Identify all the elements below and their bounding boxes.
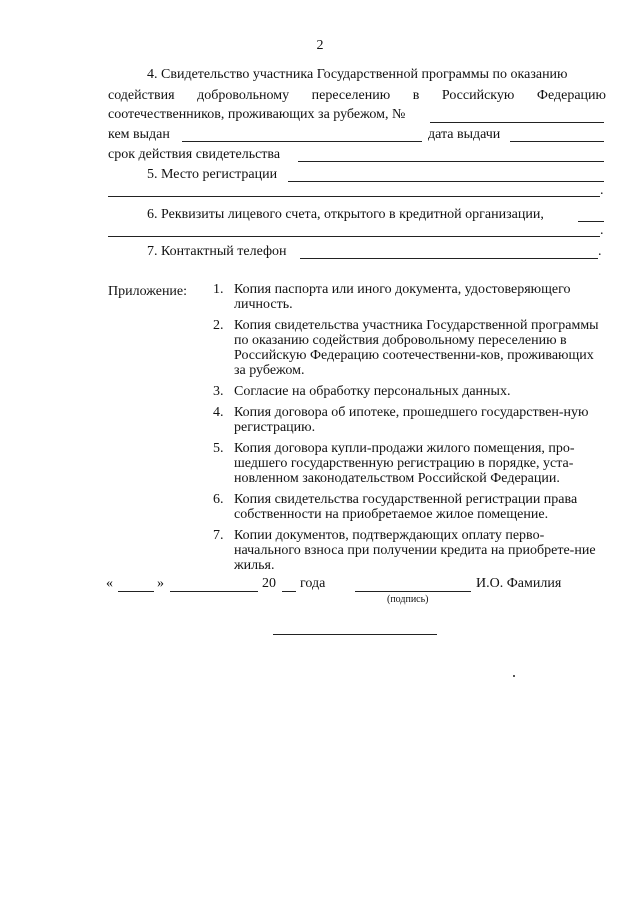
appendix-item: 1. Копия паспорта или иного документа, удостоверяющего личность. bbox=[213, 282, 571, 312]
item7-end-dot: . bbox=[598, 244, 602, 259]
issued-by-label: кем выдан bbox=[108, 127, 170, 142]
validity-label: срок действия свидетельства bbox=[108, 147, 281, 162]
appendix-item: 4. Копия договора об ипотеке, прошедшего государствен-ную регистрацию. bbox=[213, 405, 589, 435]
signature-caption: (подпись) bbox=[387, 594, 429, 605]
year-suffix: года bbox=[300, 576, 326, 591]
phone-field[interactable] bbox=[300, 258, 598, 259]
item5-label: 5. Место регистрации bbox=[147, 167, 278, 182]
page-number: 2 bbox=[316, 38, 324, 53]
item5-end-dot: . bbox=[600, 183, 604, 198]
issued-by-field[interactable] bbox=[182, 141, 422, 142]
appendix-item: 7. Копии документов, подтверждающих оплату перво-начального взноса при получении кредита на приобрете-ние жилья. bbox=[213, 528, 596, 573]
registration-field-2[interactable] bbox=[108, 196, 600, 197]
year-prefix: 20 bbox=[262, 576, 276, 591]
appendix-item: 6. Копия свидетельства государственной регистрации права собственности на приобретаемое жилое помещение. bbox=[213, 492, 578, 522]
closing-separator bbox=[273, 634, 437, 635]
issue-date-field[interactable] bbox=[510, 141, 604, 142]
quote-open: « bbox=[106, 576, 113, 591]
item4-line3: соотечественников, проживающих за рубежом, № bbox=[108, 107, 406, 122]
appendix-label: Приложение: bbox=[108, 284, 188, 299]
item6-label: 6. Реквизиты лицевого счета, открытого в кредитной организации, bbox=[147, 207, 544, 222]
month-field[interactable] bbox=[170, 591, 258, 592]
issue-date-label: дата выдачи bbox=[428, 127, 501, 142]
item4-line2: содействия добровольному переселению в Российскую Федерацию bbox=[108, 88, 606, 103]
day-field[interactable] bbox=[118, 591, 154, 592]
appendix-item: 5. Копия договора купли-продажи жилого помещения, про-шедшего государственную регистрацию в порядке, уста-новленном законодательством Российской Федерации. bbox=[213, 441, 575, 486]
validity-field[interactable] bbox=[298, 161, 604, 162]
item6-end-dot: . bbox=[600, 223, 604, 238]
item7-label: 7. Контактный телефон bbox=[147, 244, 287, 259]
appendix-item: 2. Копия свидетельства участника Государственной программы по оказанию содействия добровольному переселению в Российскую Федерацию соотечественни-ков, проживающих за рубежом. bbox=[213, 318, 599, 378]
speck-mark bbox=[513, 675, 515, 677]
account-field-2[interactable] bbox=[108, 236, 600, 237]
quote-close: » bbox=[157, 576, 164, 591]
appendix-list bbox=[213, 282, 608, 579]
certificate-number-field[interactable] bbox=[430, 122, 604, 123]
item4-line1: 4. Свидетельство участника Государственной программы по оказанию bbox=[147, 67, 568, 82]
year-field[interactable] bbox=[282, 591, 296, 592]
signer-name: И.О. Фамилия bbox=[476, 576, 562, 591]
registration-field-1[interactable] bbox=[288, 181, 604, 182]
appendix-item: 3. Согласие на обработку персональных данных. bbox=[213, 384, 511, 399]
